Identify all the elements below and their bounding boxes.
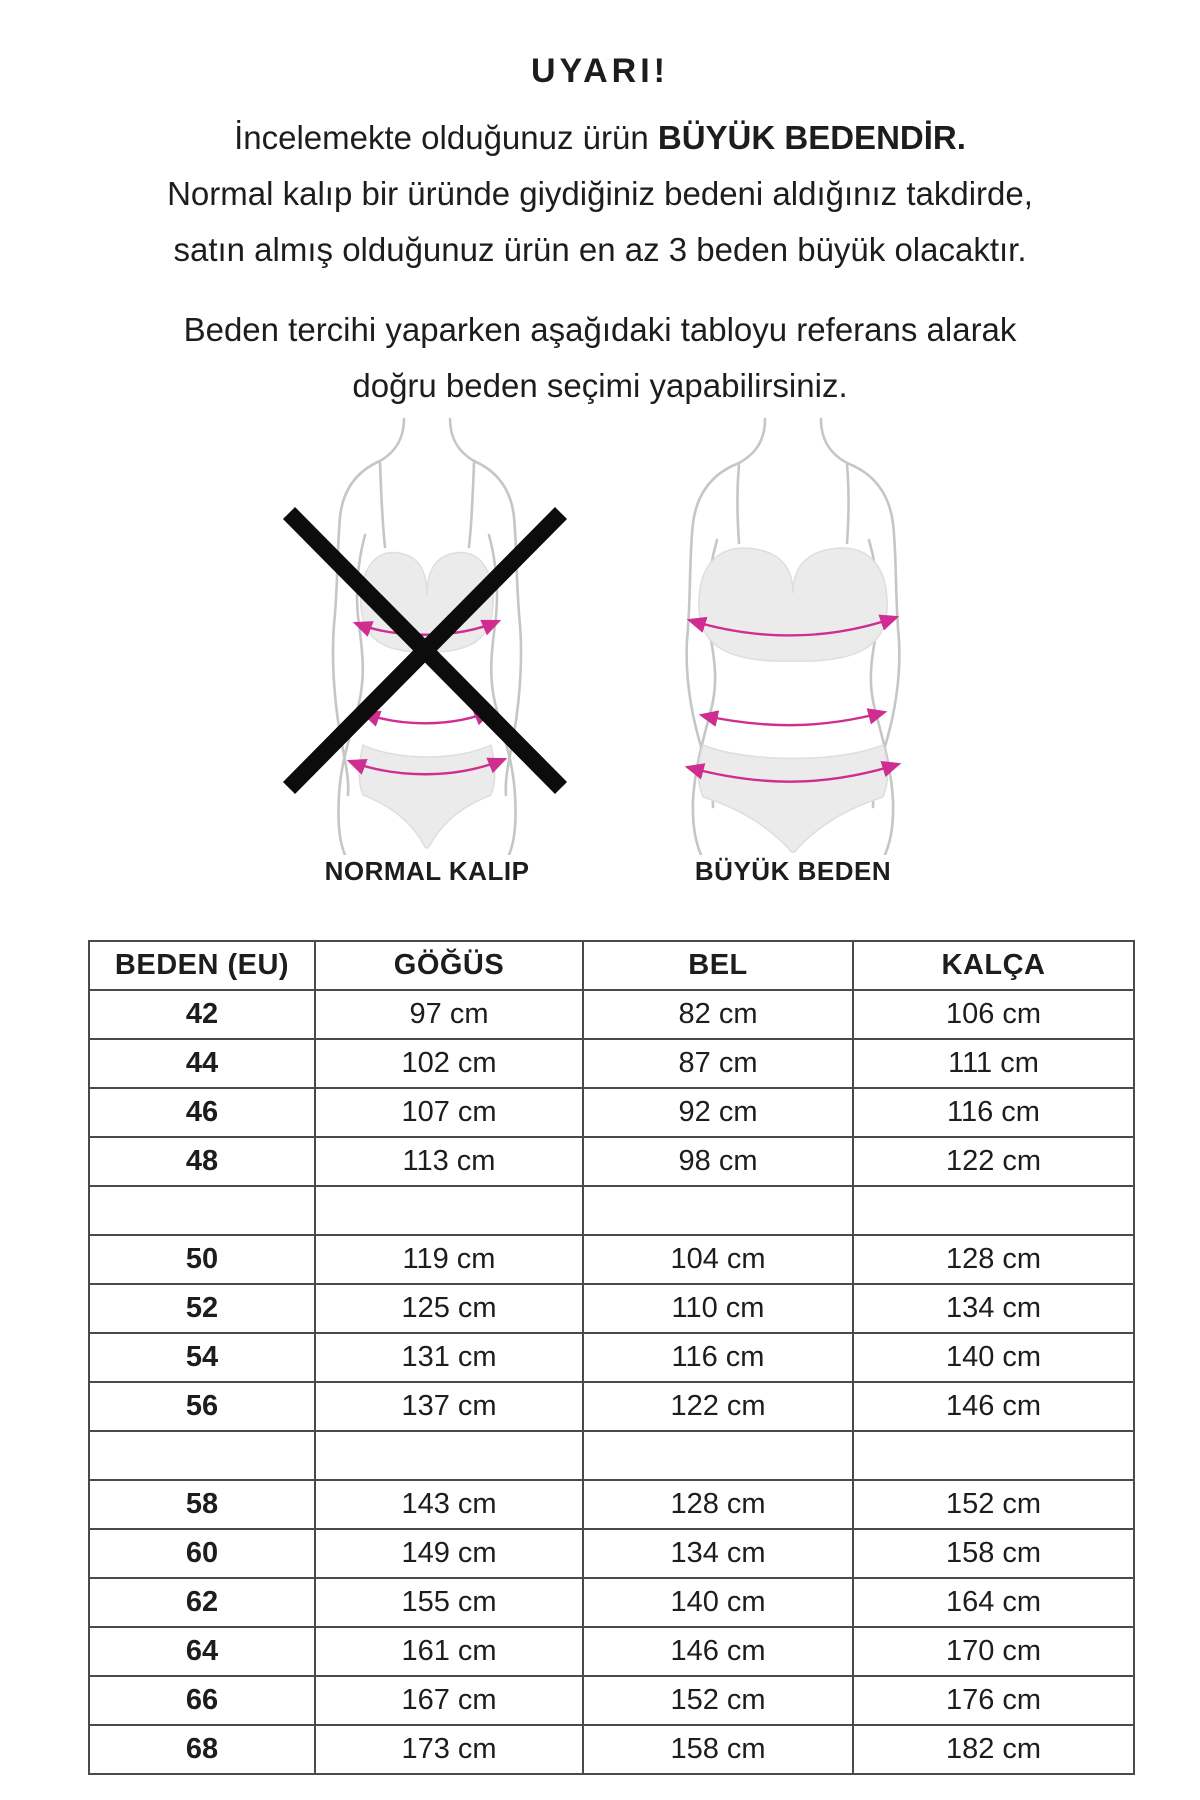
waist-cell: 152 cm: [583, 1676, 853, 1725]
bust-cell: 155 cm: [315, 1578, 583, 1627]
bust-cell: 173 cm: [315, 1725, 583, 1774]
size-cell: 54: [89, 1333, 315, 1382]
size-cell: 56: [89, 1382, 315, 1431]
bust-cell: 161 cm: [315, 1627, 583, 1676]
waist-measure-arrow: [701, 712, 885, 725]
waist-cell: 116 cm: [583, 1333, 853, 1382]
waist-cell: [583, 1431, 853, 1480]
size-row: [89, 1480, 1134, 1529]
hip-cell: 128 cm: [853, 1235, 1134, 1284]
panty-shape: [359, 745, 495, 848]
size-cell: [89, 1431, 315, 1480]
waist-cell: 87 cm: [583, 1039, 853, 1088]
hip-cell: [853, 1431, 1134, 1480]
size-row: [89, 1333, 1134, 1382]
size-row: [89, 1676, 1134, 1725]
hip-cell: 176 cm: [853, 1676, 1134, 1725]
size-cell: 52: [89, 1284, 315, 1333]
bust-cell: 107 cm: [315, 1088, 583, 1137]
instruction-line1-text: Beden tercihi yaparken aşağıdaki tabloyu referans alarak: [183, 311, 1017, 348]
bust-cell: 102 cm: [315, 1039, 583, 1088]
waist-measure-arrow: [363, 711, 491, 723]
size-cell: 42: [89, 990, 315, 1039]
waist-cell: 110 cm: [583, 1284, 853, 1333]
intro-line2-text: Normal kalıp bir üründe giydiğiniz bedeni aldığınız takdirde,: [167, 175, 1033, 212]
plus-size-label: BÜYÜK BEDEN: [694, 856, 892, 886]
waist-cell: 122 cm: [583, 1382, 853, 1431]
waist-cell: 134 cm: [583, 1529, 853, 1578]
size-cell: [89, 1186, 315, 1235]
intro-paragraph: [0, 110, 1200, 278]
size-row: [89, 1382, 1134, 1431]
normal-fit-figure-illustration: [277, 415, 577, 855]
bust-cell: 143 cm: [315, 1480, 583, 1529]
size-cell: 44: [89, 1039, 315, 1088]
size-chart-table: [88, 940, 1135, 1775]
hip-cell: [853, 1186, 1134, 1235]
header-row: [89, 941, 1134, 990]
size-row: [89, 990, 1134, 1039]
hip-cell: 152 cm: [853, 1480, 1134, 1529]
size-cell: 64: [89, 1627, 315, 1676]
hip-cell: 122 cm: [853, 1137, 1134, 1186]
hip-cell: 106 cm: [853, 990, 1134, 1039]
panty-shape: [699, 745, 888, 852]
size-cell: 68: [89, 1725, 315, 1774]
waist-cell: [583, 1186, 853, 1235]
size-cell: 66: [89, 1676, 315, 1725]
waist-cell: 128 cm: [583, 1480, 853, 1529]
bust-cell: 125 cm: [315, 1284, 583, 1333]
hip-cell: 116 cm: [853, 1088, 1134, 1137]
bust-cell: [315, 1186, 583, 1235]
size-row: [89, 1529, 1134, 1578]
instruction-paragraph: [0, 302, 1200, 414]
size-row: [89, 1235, 1134, 1284]
bust-cell: 131 cm: [315, 1333, 583, 1382]
garments: [699, 548, 888, 852]
size-cell: 46: [89, 1088, 315, 1137]
spacer-row: [89, 1431, 1134, 1480]
hip-cell: 158 cm: [853, 1529, 1134, 1578]
waist-cell: 92 cm: [583, 1088, 853, 1137]
normal-fit-label: NORMAL KALIP: [324, 856, 530, 886]
waist-cell: 158 cm: [583, 1725, 853, 1774]
bust-cell: [315, 1431, 583, 1480]
size-row: [89, 1578, 1134, 1627]
hip-cell: 140 cm: [853, 1333, 1134, 1382]
bust-cell: 113 cm: [315, 1137, 583, 1186]
waist-column-header: BEL: [583, 941, 853, 990]
hip-cell: 164 cm: [853, 1578, 1134, 1627]
hip-cell: 111 cm: [853, 1039, 1134, 1088]
hip-cell: 182 cm: [853, 1725, 1134, 1774]
intro-line1-emphasis: BÜYÜK BEDENDİR.: [657, 119, 966, 156]
size-cell: 48: [89, 1137, 315, 1186]
size-row: [89, 1284, 1134, 1333]
instruction-line2-text: doğru beden seçimi yapabilirsiniz.: [352, 367, 848, 404]
page-title: UYARI!: [531, 52, 669, 90]
size-cell: 50: [89, 1235, 315, 1284]
bust-cell: 137 cm: [315, 1382, 583, 1431]
bust-cell: 97 cm: [315, 990, 583, 1039]
intro-line1-text: İncelemekte olduğunuz ürün: [234, 119, 658, 156]
size-row: [89, 1137, 1134, 1186]
waist-cell: 104 cm: [583, 1235, 853, 1284]
spacer-row: [89, 1186, 1134, 1235]
waist-cell: 146 cm: [583, 1627, 853, 1676]
hip-cell: 146 cm: [853, 1382, 1134, 1431]
bust-cell: 119 cm: [315, 1235, 583, 1284]
size-row: [89, 1627, 1134, 1676]
bust-cell: 149 cm: [315, 1529, 583, 1578]
hip-cell: 134 cm: [853, 1284, 1134, 1333]
waist-cell: 98 cm: [583, 1137, 853, 1186]
bust-column-header: GÖĞÜS: [315, 941, 583, 990]
size-row: [89, 1725, 1134, 1774]
size-cell: 58: [89, 1480, 315, 1529]
bra-shape: [699, 548, 887, 661]
size-cell: 62: [89, 1578, 315, 1627]
hip-column-header: KALÇA: [853, 941, 1134, 990]
bust-cell: 167 cm: [315, 1676, 583, 1725]
size-column-header: BEDEN (EU): [89, 941, 315, 990]
plus-size-figure-illustration: [643, 415, 943, 855]
size-row: [89, 1039, 1134, 1088]
hip-cell: 170 cm: [853, 1627, 1134, 1676]
size-row: [89, 1088, 1134, 1137]
size-cell: 60: [89, 1529, 315, 1578]
waist-cell: 82 cm: [583, 990, 853, 1039]
waist-cell: 140 cm: [583, 1578, 853, 1627]
intro-line3-text: satın almış olduğunuz ürün en az 3 beden büyük olacaktır.: [173, 231, 1027, 268]
